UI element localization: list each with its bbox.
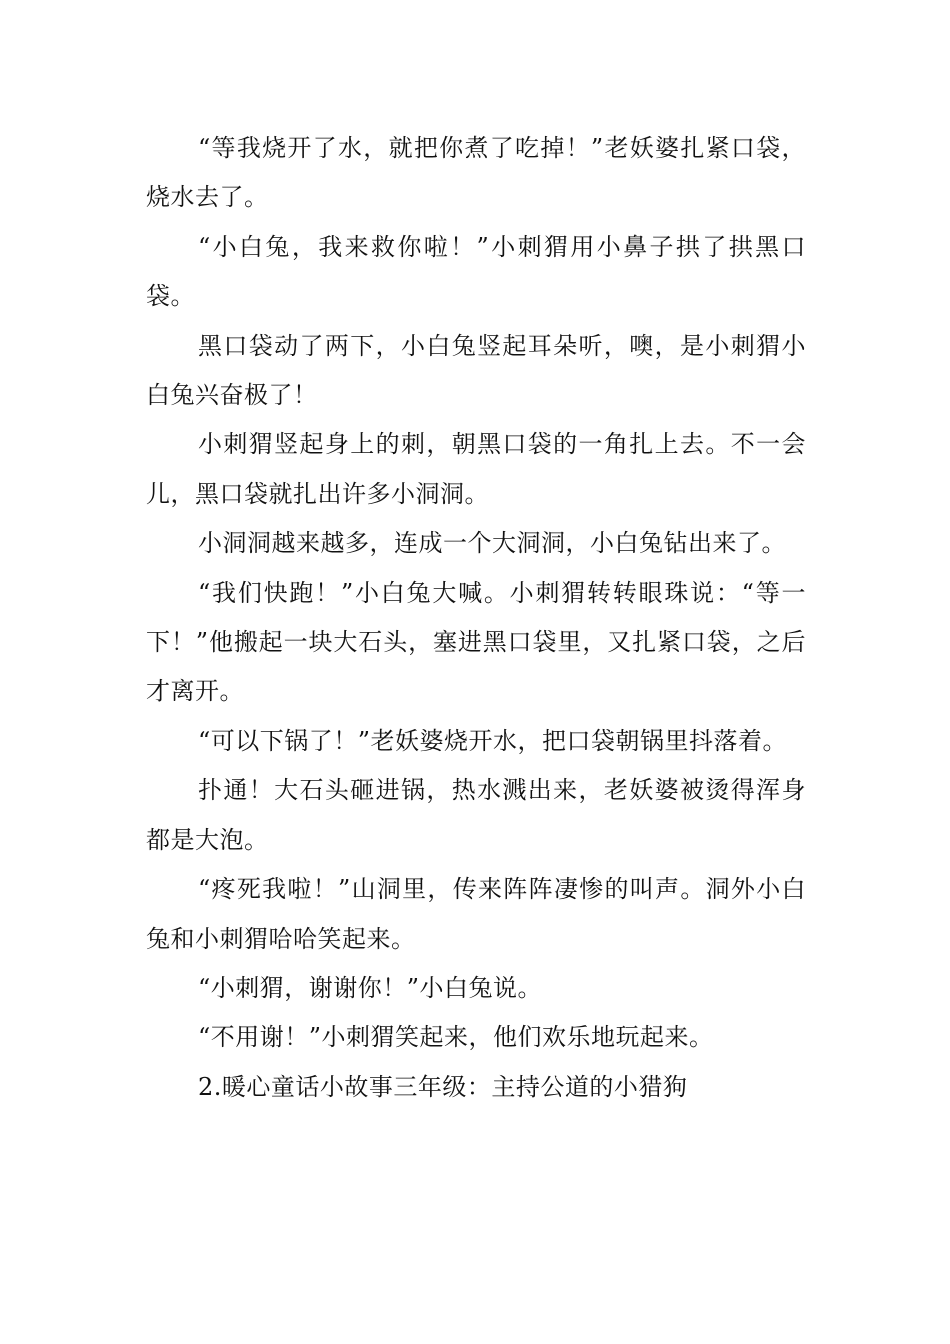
paragraph: “可以下锅了！”老妖婆烧开水，把口袋朝锅里抖落着。 [198,726,788,755]
paragraph: 黑口袋动了两下，小白兔竖起耳朵听，噢，是小刺猬小白兔兴奋极了！ [146,331,806,410]
section-heading: 2.暖心童话小故事三年级：主持公道的小猎狗 [198,1072,688,1101]
paragraph: “我们快跑！”小白兔大喊。小刺猬转转眼珠说：“等一下！”他搬起一块大石头，塞进黑口袋里，又扎紧口袋，之后才离开。 [146,578,806,706]
paragraph: “疼死我啦！”山洞里，传来阵阵凄惨的叫声。洞外小白兔和小刺猬哈哈笑起来。 [146,875,806,953]
paragraph: 扑通！大石头砸进锅，热水溅出来，老妖婆被烫得浑身都是大泡。 [146,776,806,854]
paragraph: “小刺猬，谢谢你！”小白兔说。 [198,973,543,1002]
paragraph: “不用谢！”小刺猬笑起来，他们欢乐地玩起来。 [198,1023,714,1052]
story-text [146,124,806,1112]
paragraph: “小白兔，我来救你啦！”小刺猬用小鼻子拱了拱黑口袋。 [146,232,806,311]
paragraph: 小刺猬竖起身上的刺，朝黑口袋的一角扎上去。不一会儿，黑口袋就扎出许多小洞洞。 [146,430,806,508]
paragraph: 小洞洞越来越多，连成一个大洞洞，小白兔钻出来了。 [198,529,786,558]
paragraph: “等我烧开了水，就把你煮了吃掉！”老妖婆扎紧口袋，烧水去了。 [146,134,806,212]
